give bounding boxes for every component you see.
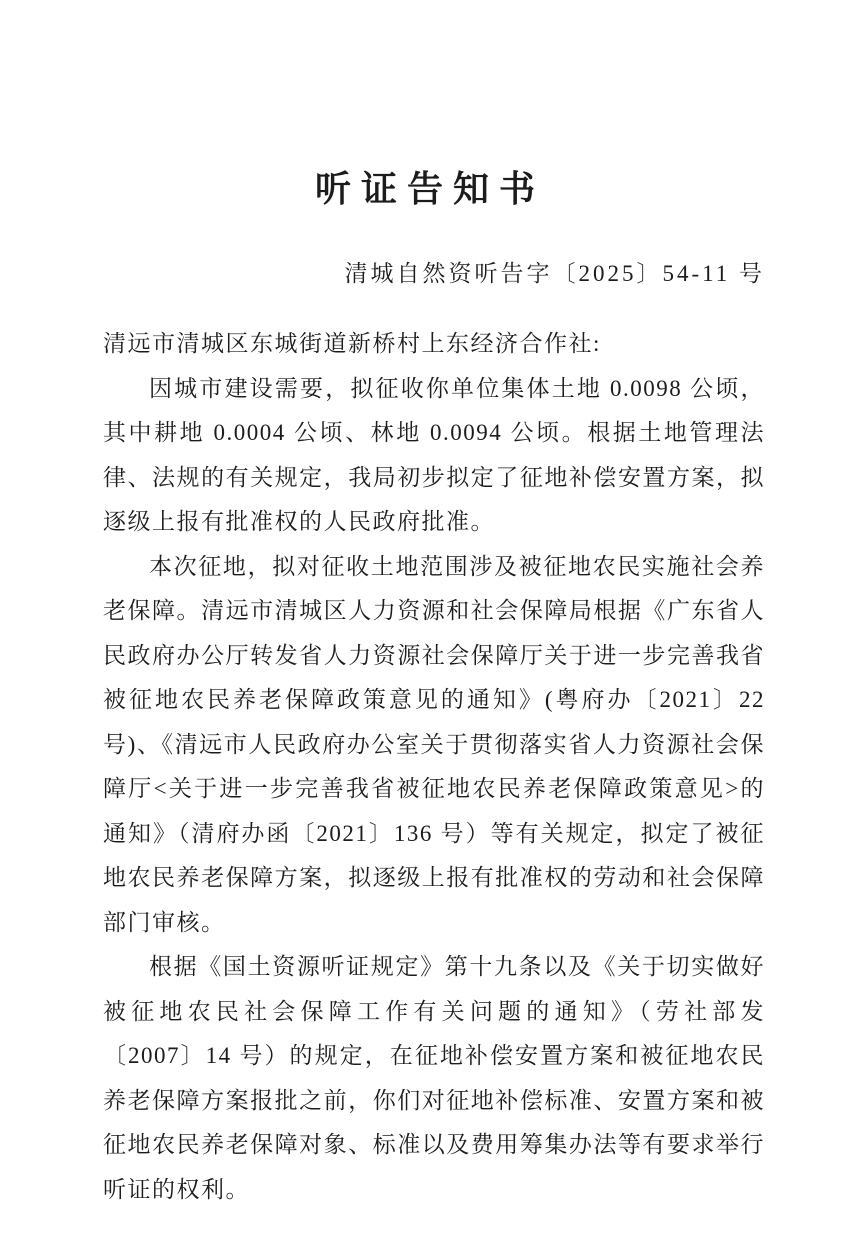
document-title: 听证告知书	[314, 169, 545, 209]
addressee-line: 清远市清城区东城街道新桥村上东经济合作社:	[103, 331, 601, 356]
document-number: 清城自然资听告字〔2025〕54-11 号	[344, 261, 765, 286]
body-paragraph-3: 根据《国土资源听证规定》第十九条以及《关于切实做好被征地农民社会保障工作有关问题的通知》（劳社部发〔2007〕14 号）的规定，在征地补偿安置方案和被征地农民养老保障方案报批之前，你们对征地补偿标准、安置方案和被征地农民养老保障对象、标准以及费用筹集办法等有要求举行听证的权利。	[103, 954, 765, 1202]
body-paragraph-2: 本次征地，拟对征收土地范围涉及被征地农民实施社会养老保障。清远市清城区人力资源和社会保障局根据《广东省人民政府办公厅转发省人力资源社会保障厅关于进一步完善我省被征地农民养老保障政策意见的通知》(粤府办〔2021〕22 号)、《清远市人民政府办公室关于贯彻落实省人力资源社会保障厅<关于进一步完善我省被征地农民养老保障政策意见>的通知》（清府办函〔2021〕136 号）等有关规定，拟定了被征地农民养老保障方案，拟逐级上报有批准权的劳动和社会保障部门审核。	[103, 553, 765, 935]
body-paragraph-1: 因城市建设需要，拟征收你单位集体土地 0.0098 公顷，其中耕地 0.0004 公顷、林地 0.0094 公顷。根据土地管理法律、法规的有关规定，我局初步拟定了征地补偿安置方案，拟逐级上报有批准权的人民政府批准。	[103, 375, 765, 534]
document-body	[103, 322, 765, 1212]
